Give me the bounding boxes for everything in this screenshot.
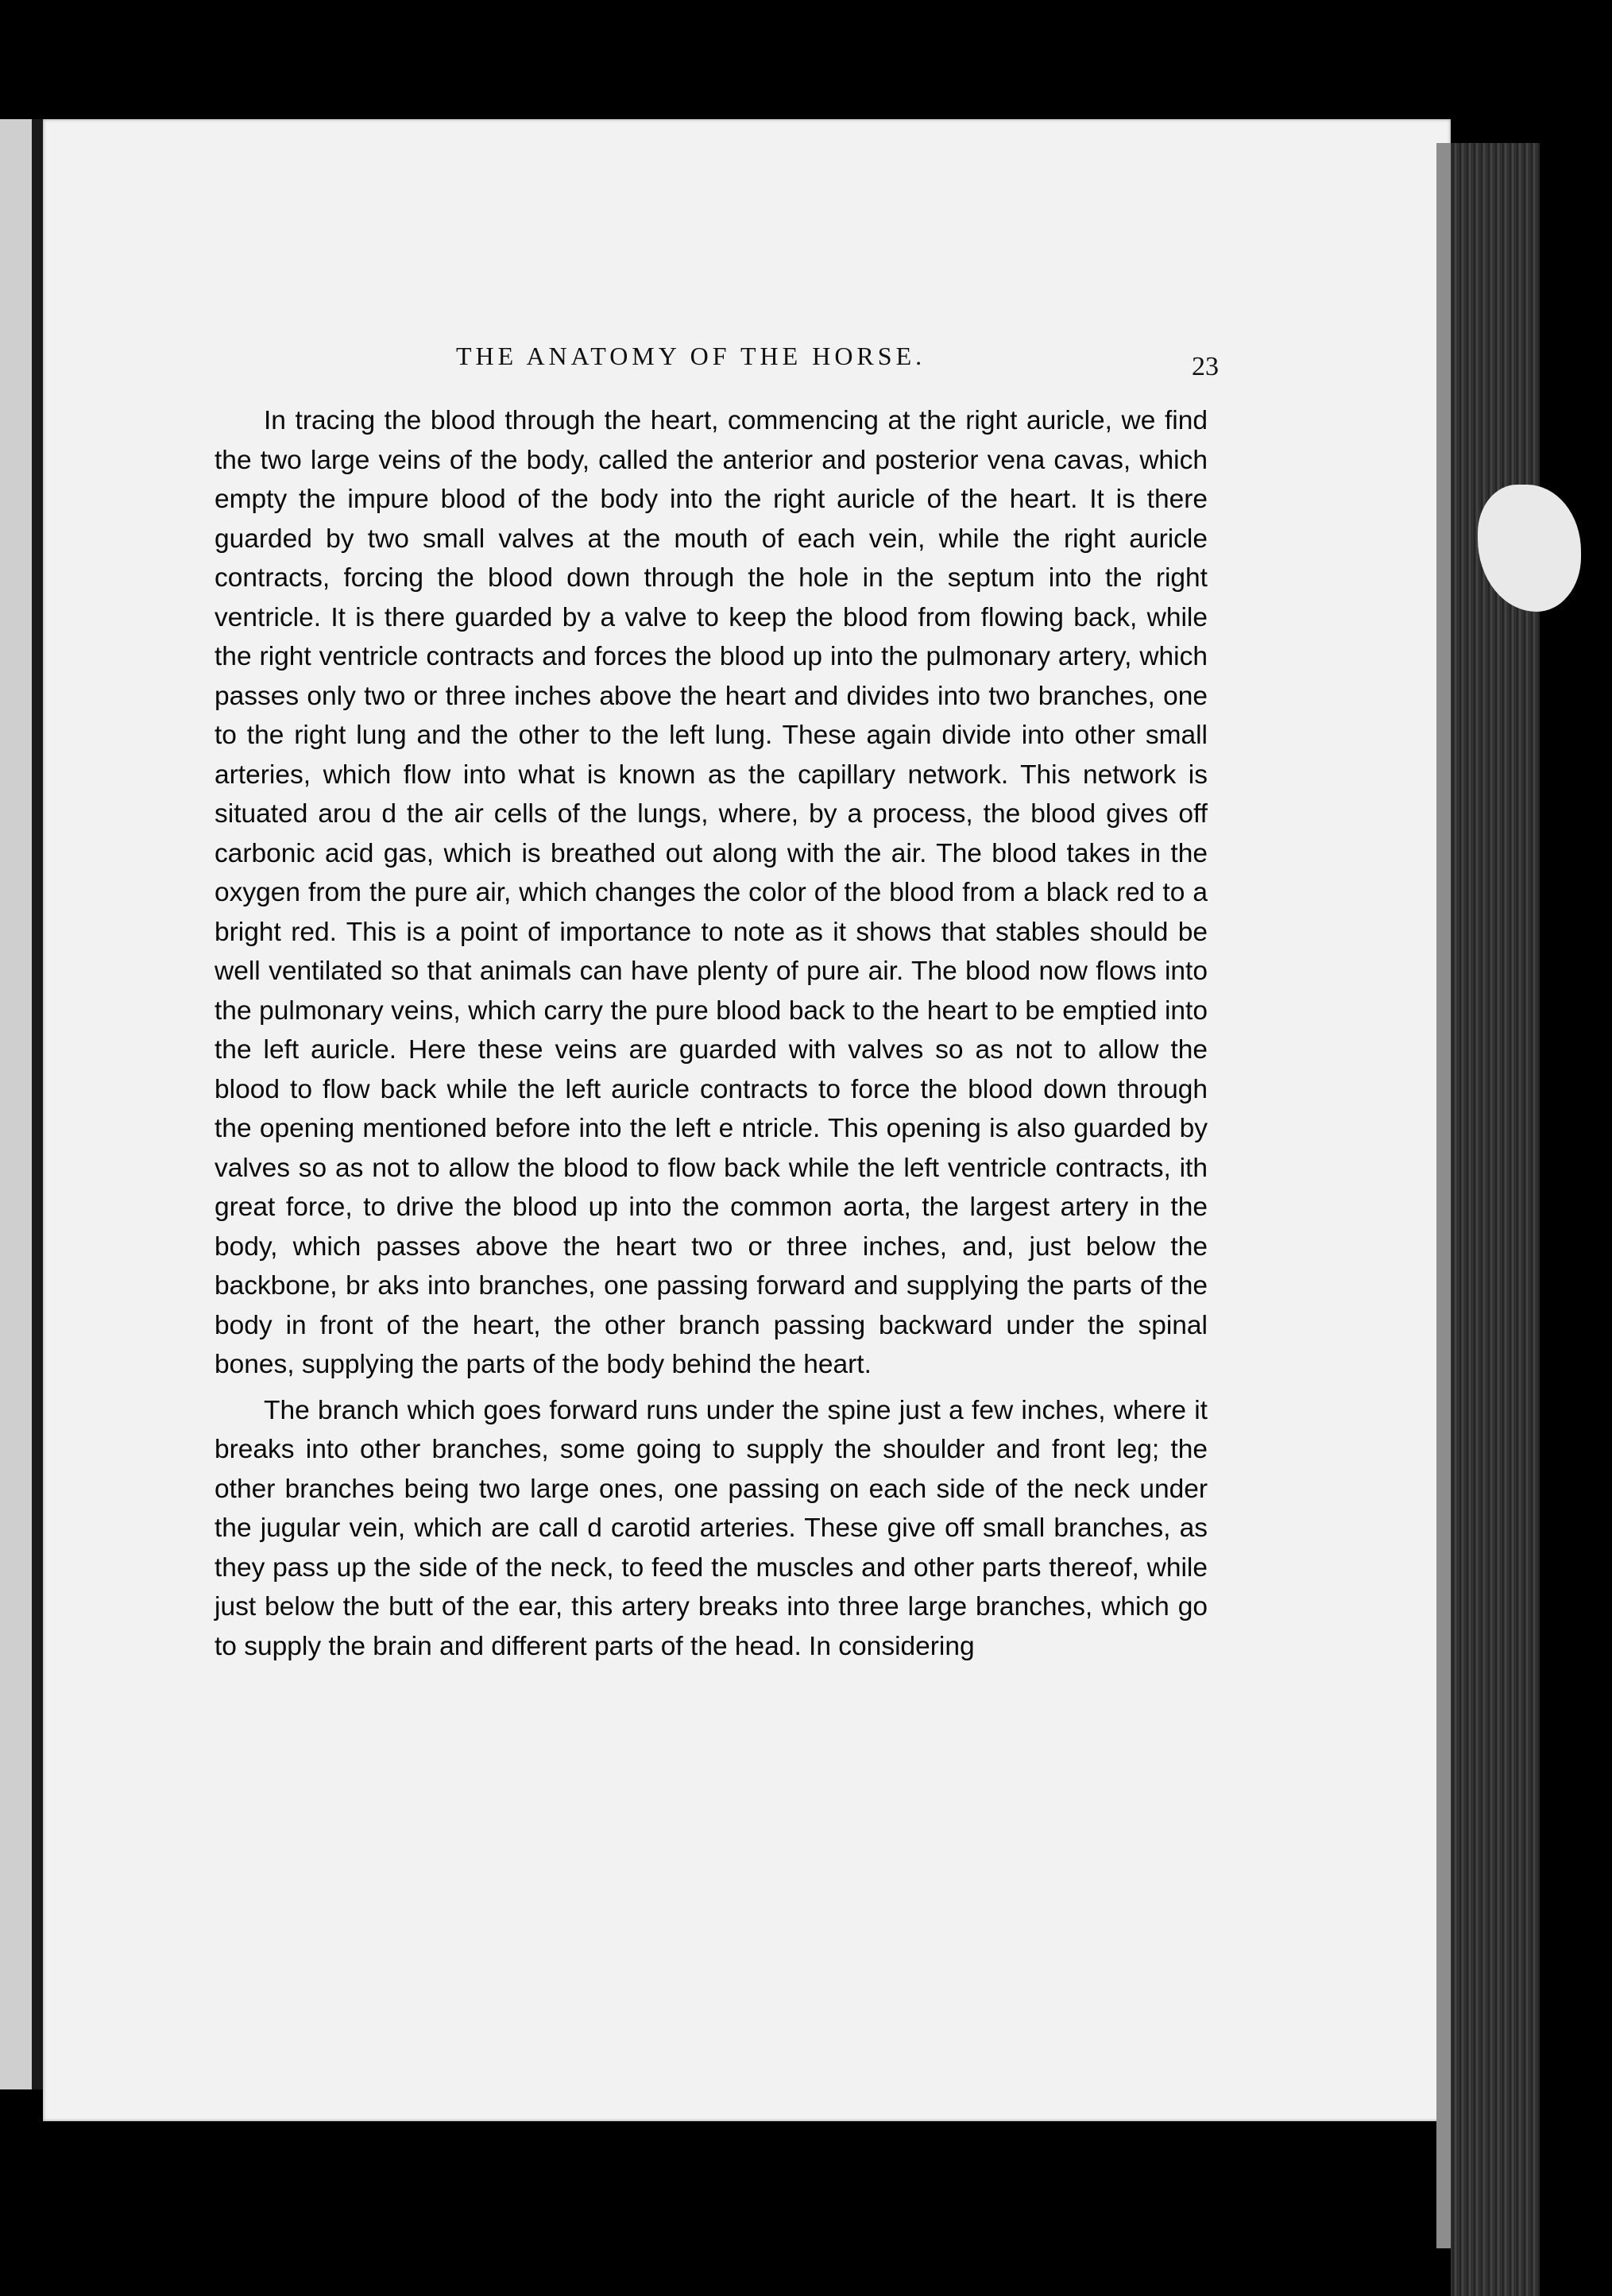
body-text xyxy=(215,401,1208,1666)
page-number: 23 xyxy=(1192,352,1219,381)
running-title: THE ANATOMY OF THE HORSE. xyxy=(456,342,926,370)
page-stack-edge xyxy=(1436,143,1451,2248)
book-spine xyxy=(1451,143,1540,2296)
paragraph: The branch which goes forward runs under the spine just a few inches, where it breaks into other branches, some going to supply the shoulder and front leg; the other branches being two large ones, one passing on each side of the neck under the jugular vein, which are call d carotid arteries. These give off small branches, as they pass up the side of the neck, to feed the muscles and other parts thereof, while just below the butt of the ear, this artery breaks into three large branches, which go to supply the brain and different parts of the head. In considering xyxy=(215,1395,1208,1661)
gutter-shadow xyxy=(32,119,43,2089)
paragraph: In tracing the blood through the heart, commencing at the right auricle, we find the two large veins of the body, called the anterior and posterior vena cavas, which empty the impure blood of the body into the right auricle of the heart. It is there guarded by two small valves at the mouth of each vein, while the right auricle contracts, forcing the blood down through the hole in the septum into the right ventricle. It is there guarded by a valve to keep the blood from flowing back, while the right ventricle contracts and forces the blood up into the pulmonary artery, which passes only two or three inches above the heart and divides into two branches, one to the right lung and the other to the left lung. These again divide into other small arteries, which flow into what is known as the capillary network. This network is situated arou d the air cells of the lungs, where, by a process, the blood gives off carbonic acid gas, which is breathed out along with the air. The blood takes in the oxygen from the pure air, which changes the color of the blood from a black red to a bright red. This is a point of importance to note as it shows that stables should be well ventilated so that animals can have plenty of pure air. The blood now flows into the pulmonary veins, which carry the pure blood back to the heart to be emptied into the left auricle. Here these veins are guarded with valves so as not to allow the blood to flow back while the left auricle contracts to force the blood down through the opening mentioned before into the left e ntricle. This opening is also guarded by valves so as not to allow the blood to flow back while the left ventricle contracts, ith great force, to drive the blood up into the common aorta, the largest artery in the body, which passes above the heart two or three inches, and, just below the backbone, br aks into branches, one passing forward and supplying the parts of the body in front of the heart, the other branch passing backward under the spinal bones, supplying the parts of the body behind the heart. xyxy=(215,406,1208,1379)
facing-page-edge xyxy=(0,119,32,2089)
